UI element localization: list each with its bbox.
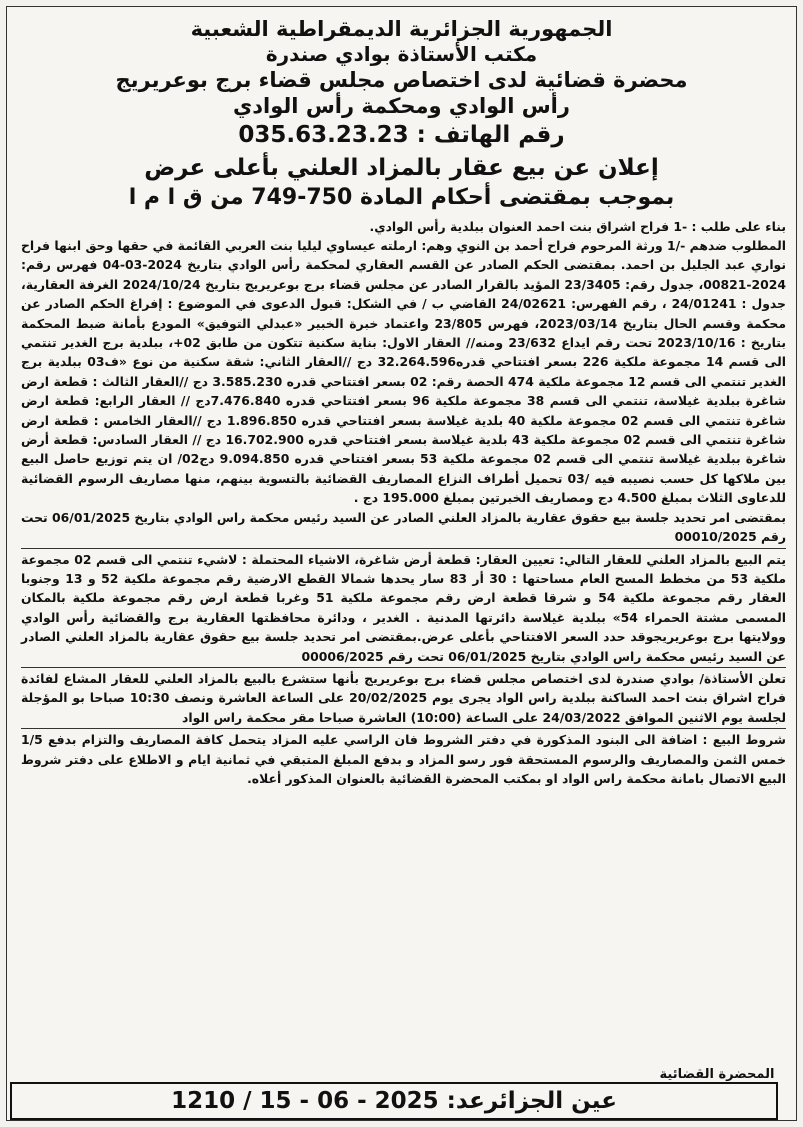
paragraph-order-1: بمقتضى امر تحديد جلسة بيع حقوق عقارية بالمزاد العلني الصادر عن السيد رئيس محكمة راس الوادي بتاريخ 06/01/2025 تحت رقم 00010/2025	[21, 509, 786, 545]
bailiff-role: محضرة قضائية لدى اختصاص مجلس قضاء برج بوعريريج	[115, 68, 688, 93]
announcement-body	[7, 217, 796, 789]
legal-article: بموجب بمقتضى أحكام المادة 750-749 من ق ا م ا	[128, 185, 675, 211]
republic-title: الجمهورية الجزائرية الديمقراطية الشعبية	[190, 17, 613, 41]
announcement-title: إعلان عن بيع عقار بالمزاد العلني بأعلى عرض	[144, 154, 659, 181]
paragraph-sale-date: تعلن الأستاذة/ بوادي صندرة لدى اختصاص مجلس قضاء برج بوعريريج بأنها ستشرع بالبيع بالمزاد العلني للعقار المشاع لفائدة فراح اشراق بنت احمد الساكنة ببلدية راس الواد يجرى يوم 20/02/2025 على الساعة العاشرة ونصف 10:30 صباحا بو المؤجلة لجلسة يوم الاثنين الموافق 24/03/2022 على الساعة (10:00) العاشرة صباحا مقر محكمة راس الواد	[21, 670, 787, 725]
announcement-page	[6, 6, 797, 1121]
divider	[21, 548, 786, 549]
publication-reference	[10, 1082, 778, 1120]
paragraph-applicant: بناء على طلب : -1 فراح اشراق بنت احمد العنوان ببلدية رأس الوادي.	[369, 218, 786, 234]
header	[7, 7, 796, 211]
divider	[21, 667, 786, 668]
paragraph-property: يتم البيع بالمزاد العلني للعقار التالي: تعيين العقار: قطعة أرض شاغرة، الاشياء المحتملة : لاشيء تنتمي الى قسم 02 مجموعة ملكية 53 من مخطط المسح العام مساحتها : 30 أر 83 سار يحدها شمالا القطع الارضية رقم مجموعة ملكية 52 و 13 وجنوبا العقار رقم مجموعة ملكية 54 و شرقا قطعة ارض رقم مجموعة ملكية 51 وغربا قطعة ارض رقم مجموعة ملكية بالمكان المسمى مشتة الحمراء 54» ببلدية غيلاسة دائرتها المدنية . الغدير ، ودائرة محافظتها العقارية برج والقضائية رأس الوادي وولايتها برج بوعريريجوقد حدد السعر الافتتاحي بأعلى عرض.بمقتضى امر تحديد جلسة بيع حقوق عقارية بالمزاد العلني الصادر عن السيد رئيس محكمة راس الوادي بتاريخ 06/01/2025 تحت رقم 00006/2025	[21, 551, 787, 664]
reference-label: عين الجزائرعد:	[446, 1088, 617, 1114]
phone-line	[7, 122, 796, 148]
office-title: مكتب الأستاذة بوادي صندرة	[265, 42, 538, 67]
courts-line: رأس الوادي ومحكمة رأس الوادي	[233, 94, 570, 119]
divider	[21, 728, 786, 729]
reference-number: 1210 / 15 - 06 - 2025	[171, 1088, 439, 1114]
paragraph-conditions: شروط البيع : اضافة الى البنود المذكورة في دفتر الشروط فان الراسي عليه المزاد يتحمل كافة المصاريف والتزام بدفع 1/5 خمس الثمن والمصاريف والرسوم المستحقة فور رسو المزاد و بدفع المبلغ المتبقي في ثمانية ايام و الاطلاع على دفتر شروط البيع الاتصال بامانة محكمة راس الواد او بمكتب المحضرة القضائية بالعنوان المذكور أعلاه.	[21, 732, 786, 786]
paragraph-defendants: المطلوب ضدهم -/1 ورثة المرحوم فراح أحمد بن النوي وهم: ارملته عيساوي ليليا بنت العربي القائمة في حقها وحق ابنها فراح نواري عبد الجليل بن احمد. بمقتضى الحكم الصادر عن القسم العقاري لمحكمة رأس الوادي بتاريخ 2024-03-04 فهرس رقم: 2024-00821، جدول رقم: 23/3405 المؤيد بالقرار الصادر عن مجلس قضاء برج بوعريريج بتاريخ 2024/10/24 الغرفة العقارية، جدول : 24/01241 ، رقم الفهرس: 24/02621 القاضي ب / في الشكل: قبول الدعوى في الموضوع : إفراغ الحكم الصادر عن محكمة وقسم الحال بتاريخ 2023/03/14، فهرس 23/805 واعتماد خبرة الخبير «عبدلي التوفيق» المودع بأمانة ضبط المحكمة بتاريخ : 2023/10/16 تحت رقم ايداع 23/632 ومنه// العقار الاول: بناية سكنية تتكون من طابق 02+، ببلدية برج الغدير تنتمي الى قسم 14 مجموعة ملكية 226 بسعر افتتاحي قدره32.264.596 دج //العقار الثاني: شقة سكنية من نوع «ف03 ببلدية برج الغدير تنتمي الى قسم 12 مجموعة ملكية 474 الحصة رقم: 02 بسعر افتتاحي قدره 3.585.230 دج //العقار الثالث : قطعة ارض شاغرة ببلدية غيلاسة، تنتمي الى قسم 38 مجموعة ملكية 96 بسعر افتتاحي قدره 7.476.840دج // العقار الرابع: قطعة ارض شاغرة تنتمي الى قسم 02 مجموعة ملكية 40 بلدية غيلاسة بسعر افتتاحي قدره 1.896.850 دج //العقار الخامس : قطعة ارض شاغرة تنتمي الى قسم 02 مجموعة ملكية 43 بلدية غيلاسة بسعر افتتاحي قدره 16.702.900 دج // العقار السادس: قطعة أرض شاغرة ببلدية غيلاسة تنتمي الى قسم 02 مجموعة ملكية 53 بسعر افتتاحي قدره 9.094.850 دج02/ ان يتم توزيع حاصل البيع بين ملاكها كل حسب نصيبه فيه /03 تحميل أطراف النزاع المصاريف القضائية بالتسوية بينهم، منها مصاريف الرسوم القضائية للدعاوى الثلاث بمبلغ 4.500 دج ومصاريف الخبرتين بمبلغ 195.000 دج .	[21, 238, 787, 506]
phone-label: رقم الهاتف :	[416, 122, 565, 149]
phone-number: 035.63.23.23	[238, 122, 409, 149]
bailiff-signature: المحضرة القضائية	[659, 1067, 775, 1082]
